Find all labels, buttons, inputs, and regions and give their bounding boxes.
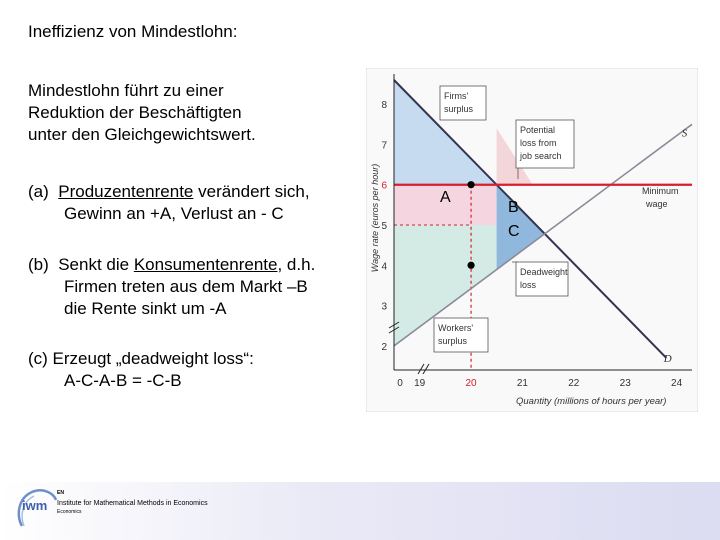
firms-surplus-callout xyxy=(440,86,486,120)
point-a xyxy=(28,181,310,225)
point-c-line-2: A-C-A-B = -C-B xyxy=(64,371,182,390)
y-tick-7: 7 xyxy=(381,140,387,152)
workers-surplus-label-line-2: surplus xyxy=(438,336,468,346)
y-tick-5: 5 xyxy=(381,221,387,232)
footer-bar xyxy=(0,482,720,540)
point-b-term: Konsumentenrente xyxy=(133,255,278,274)
intro-line-1: Mindestlohn führt zu einer xyxy=(28,81,224,100)
point-a-line-1 xyxy=(28,181,310,203)
intro-text xyxy=(28,80,256,146)
deadweight-loss-callout xyxy=(512,262,568,296)
overlay-label-c: C xyxy=(508,223,520,240)
point-b-rest: , d.h. xyxy=(277,255,316,274)
workers-surplus-label-line-1: Workers' xyxy=(438,323,474,333)
y-tick-3: 3 xyxy=(381,301,387,313)
intro-line-3: unter den Gleichgewichtswert. xyxy=(28,125,256,144)
point-b-line-2: Firmen treten aus dem Markt –B xyxy=(64,277,308,296)
x-axis-label: Quantity (millions of hours per year) xyxy=(516,396,667,407)
y-tick-2: 2 xyxy=(381,341,387,353)
firms-surplus-label-line-1: Firms' xyxy=(444,91,469,101)
point-a-rest: verändert sich, xyxy=(193,182,310,201)
labor-market-chart xyxy=(366,68,698,412)
overlay-label-b: B xyxy=(508,199,519,216)
potential-loss-label-line-1: Potential xyxy=(520,125,556,135)
x-tick-23: 23 xyxy=(619,378,631,389)
point-min-wage-demand xyxy=(467,181,474,188)
iwm-logo-icon xyxy=(14,486,58,530)
point-b-line-3: die Rente sinkt um -A xyxy=(64,299,227,318)
x-tick-20: 20 xyxy=(465,378,477,389)
x-tick-0: 0 xyxy=(397,378,403,389)
y-tick-6: 6 xyxy=(381,180,387,192)
point-b xyxy=(28,254,315,320)
y-axis-label: Wage rate (euros per hour) xyxy=(370,163,380,273)
minimum-wage-label-line-2: wage xyxy=(646,199,668,209)
overlay-label-a: A xyxy=(440,189,451,206)
demand-label: D xyxy=(663,352,672,365)
x-tick-19: 19 xyxy=(414,378,426,389)
deadweight-loss-label-line-2: loss xyxy=(520,280,537,290)
slide-title: Ineffizienz von Mindestlohn: xyxy=(28,22,238,41)
intro-line-2: Reduktion der Beschäftigten xyxy=(28,103,242,122)
potential-loss-label-line-2: loss from xyxy=(520,138,557,148)
point-c xyxy=(28,348,254,392)
workers-surplus-callout xyxy=(434,318,488,352)
point-c-line-1: (c) Erzeugt „deadweight loss“: xyxy=(28,349,254,368)
point-b-prefix: (b) Senkt die xyxy=(28,255,134,274)
firms-surplus-label-line-2: surplus xyxy=(444,104,474,114)
minimum-wage-label-line-1: Minimum xyxy=(642,186,679,196)
point-supply-at-20 xyxy=(467,262,474,269)
x-tick-22: 22 xyxy=(568,378,580,389)
chart-svg xyxy=(366,68,698,412)
potential-loss-label-line-3: job search xyxy=(520,151,562,161)
footer-org-line-1: EN xyxy=(57,490,64,496)
deadweight-loss-label-line-1: Deadweight xyxy=(520,267,568,277)
point-b-line-1 xyxy=(28,254,315,276)
footer-org-line-3: Economics xyxy=(57,509,82,515)
x-tick-21: 21 xyxy=(516,378,529,389)
point-a-prefix: (a) xyxy=(28,182,59,201)
point-a-term: Produzentenrente xyxy=(58,182,194,201)
footer-org-name: Institute for Mathematical Methods in Economics xyxy=(57,500,208,507)
supply-label: S xyxy=(681,127,688,140)
iwm-logo-text: iwm xyxy=(22,498,48,513)
point-a-line-2: Gewinn an +A, Verlust an - C xyxy=(64,204,284,223)
x-tick-24: 24 xyxy=(671,378,683,389)
y-tick-4: 4 xyxy=(381,261,387,273)
y-tick-8: 8 xyxy=(381,100,387,112)
